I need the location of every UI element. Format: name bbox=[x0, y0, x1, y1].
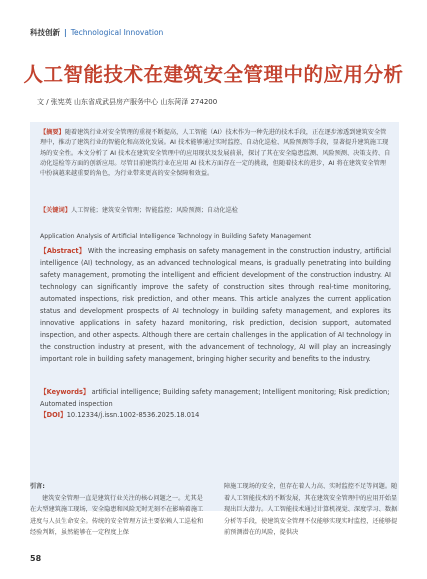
body-column-left bbox=[30, 481, 205, 539]
page-number: 58 bbox=[30, 554, 42, 563]
keywords-cn-text: 人工智能；建筑安全管理；智能监控；风险预测；自动化巡检 bbox=[70, 207, 238, 214]
keywords-en bbox=[40, 386, 391, 410]
article-title: 人工智能技术在建筑安全管理中的应用分析 bbox=[23, 63, 404, 86]
abstract-box bbox=[30, 122, 399, 511]
doi-text: 10.12334/j.issn.1002-8536.2025.18.014 bbox=[66, 411, 200, 419]
header-separator: | bbox=[64, 28, 67, 37]
doi bbox=[40, 409, 391, 421]
intro-heading: 引言: bbox=[30, 483, 45, 490]
keywords-cn-label: 【关键词】 bbox=[40, 207, 71, 214]
english-title: Application Analysis of Artificial Intelligence Technology in Building Safety Management bbox=[40, 233, 312, 240]
abstract-en-text: With the increasing emphasis on safety management in the construction industry, artificial intelligence (AI) technology, as an advanced technological means, is gradually penetrating into building safety management, promoting the intelligent and efficient development of the construction industry. AI technology can significantly improve the safety of construction sites through real-time monitoring, automated inspections, risk prediction, and other means. This article analyzes the current application status and development prospects of AI technology in building safety management, and explores its innovative applications in safety hazard monitoring, risk prediction, decision support, automated inspection, and other aspects. Although there are certain challenges in the application of AI technology in the construction industry at present, with the advancement of technology, AI will play an increasingly important role in building safety management, bringing higher security and benefits to the industry. bbox=[40, 247, 391, 363]
keywords-cn bbox=[40, 206, 391, 216]
keywords-en-text: artificial intelligence; Building safety management; Intelligent monitoring; Risk prediction; Automated inspection bbox=[40, 388, 390, 408]
keywords-en-label: 【Keywords】 bbox=[40, 388, 90, 396]
body-paragraph: 建筑安全管理一直是建筑行业关注的核心问题之一。尤其是在大型建筑施工现场，安全隐患和风险无时无刻不在影响着施工进度与人员生命安全。传统的安全管理方法主要依赖人工巡检和经验判断，虽然能够在一定程度上保 bbox=[30, 494, 204, 537]
body-column-right bbox=[224, 481, 399, 539]
body-paragraph-continued: 障施工现场的安全，但存在着人力高、实时监控不足等问题。随着人工智能技术的不断发展，其在建筑安全管理中的应用开始显现出巨大潜力。人工智能技术通过计算机视觉、深度学习、数据分析等手段，使建筑安全管理不仅能够实现实时监控，还能够提前预测潜在的风险，提供决 bbox=[224, 483, 398, 537]
section-label-cn: 科技创新 bbox=[30, 28, 60, 37]
running-header bbox=[30, 27, 163, 38]
abstract-cn-label: 【摘要】 bbox=[40, 129, 65, 136]
abstract-cn-text: 随着建筑行业对安全管理的重视不断提高，人工智能（AI）技术作为一种先进的技术手段，正在逐步渗透到建筑安全管理中，推动了建筑行业的智能化和高效化发展。AI 技术能够通过实时监控、自动化巡检、风险预测等手段，显著提升建筑施工现场的安全性。本文分析了 AI 技术在建筑安全管理中的应用现状及发展前景，探讨了其在安全隐患监测、风险预测、决策支持、自动化巡检等方面的创新应用。尽管目前建筑行业在应用 AI 技术方面存在一定的挑战，但随着技术的进步，AI 将在建筑安全管理中扮演越来越重要的角色，为行业带来更高的安全保障和效益。 bbox=[40, 129, 391, 178]
abstract-cn bbox=[40, 128, 391, 179]
doi-label: 【DOI】 bbox=[40, 411, 67, 419]
abstract-en bbox=[40, 245, 391, 365]
abstract-en-label: 【Abstract】 bbox=[40, 247, 86, 255]
section-label-en: Technological Innovation bbox=[70, 28, 164, 37]
author-line: 文 / 张宪英 山东省成武县房产服务中心 山东菏泽 274200 bbox=[37, 98, 218, 106]
